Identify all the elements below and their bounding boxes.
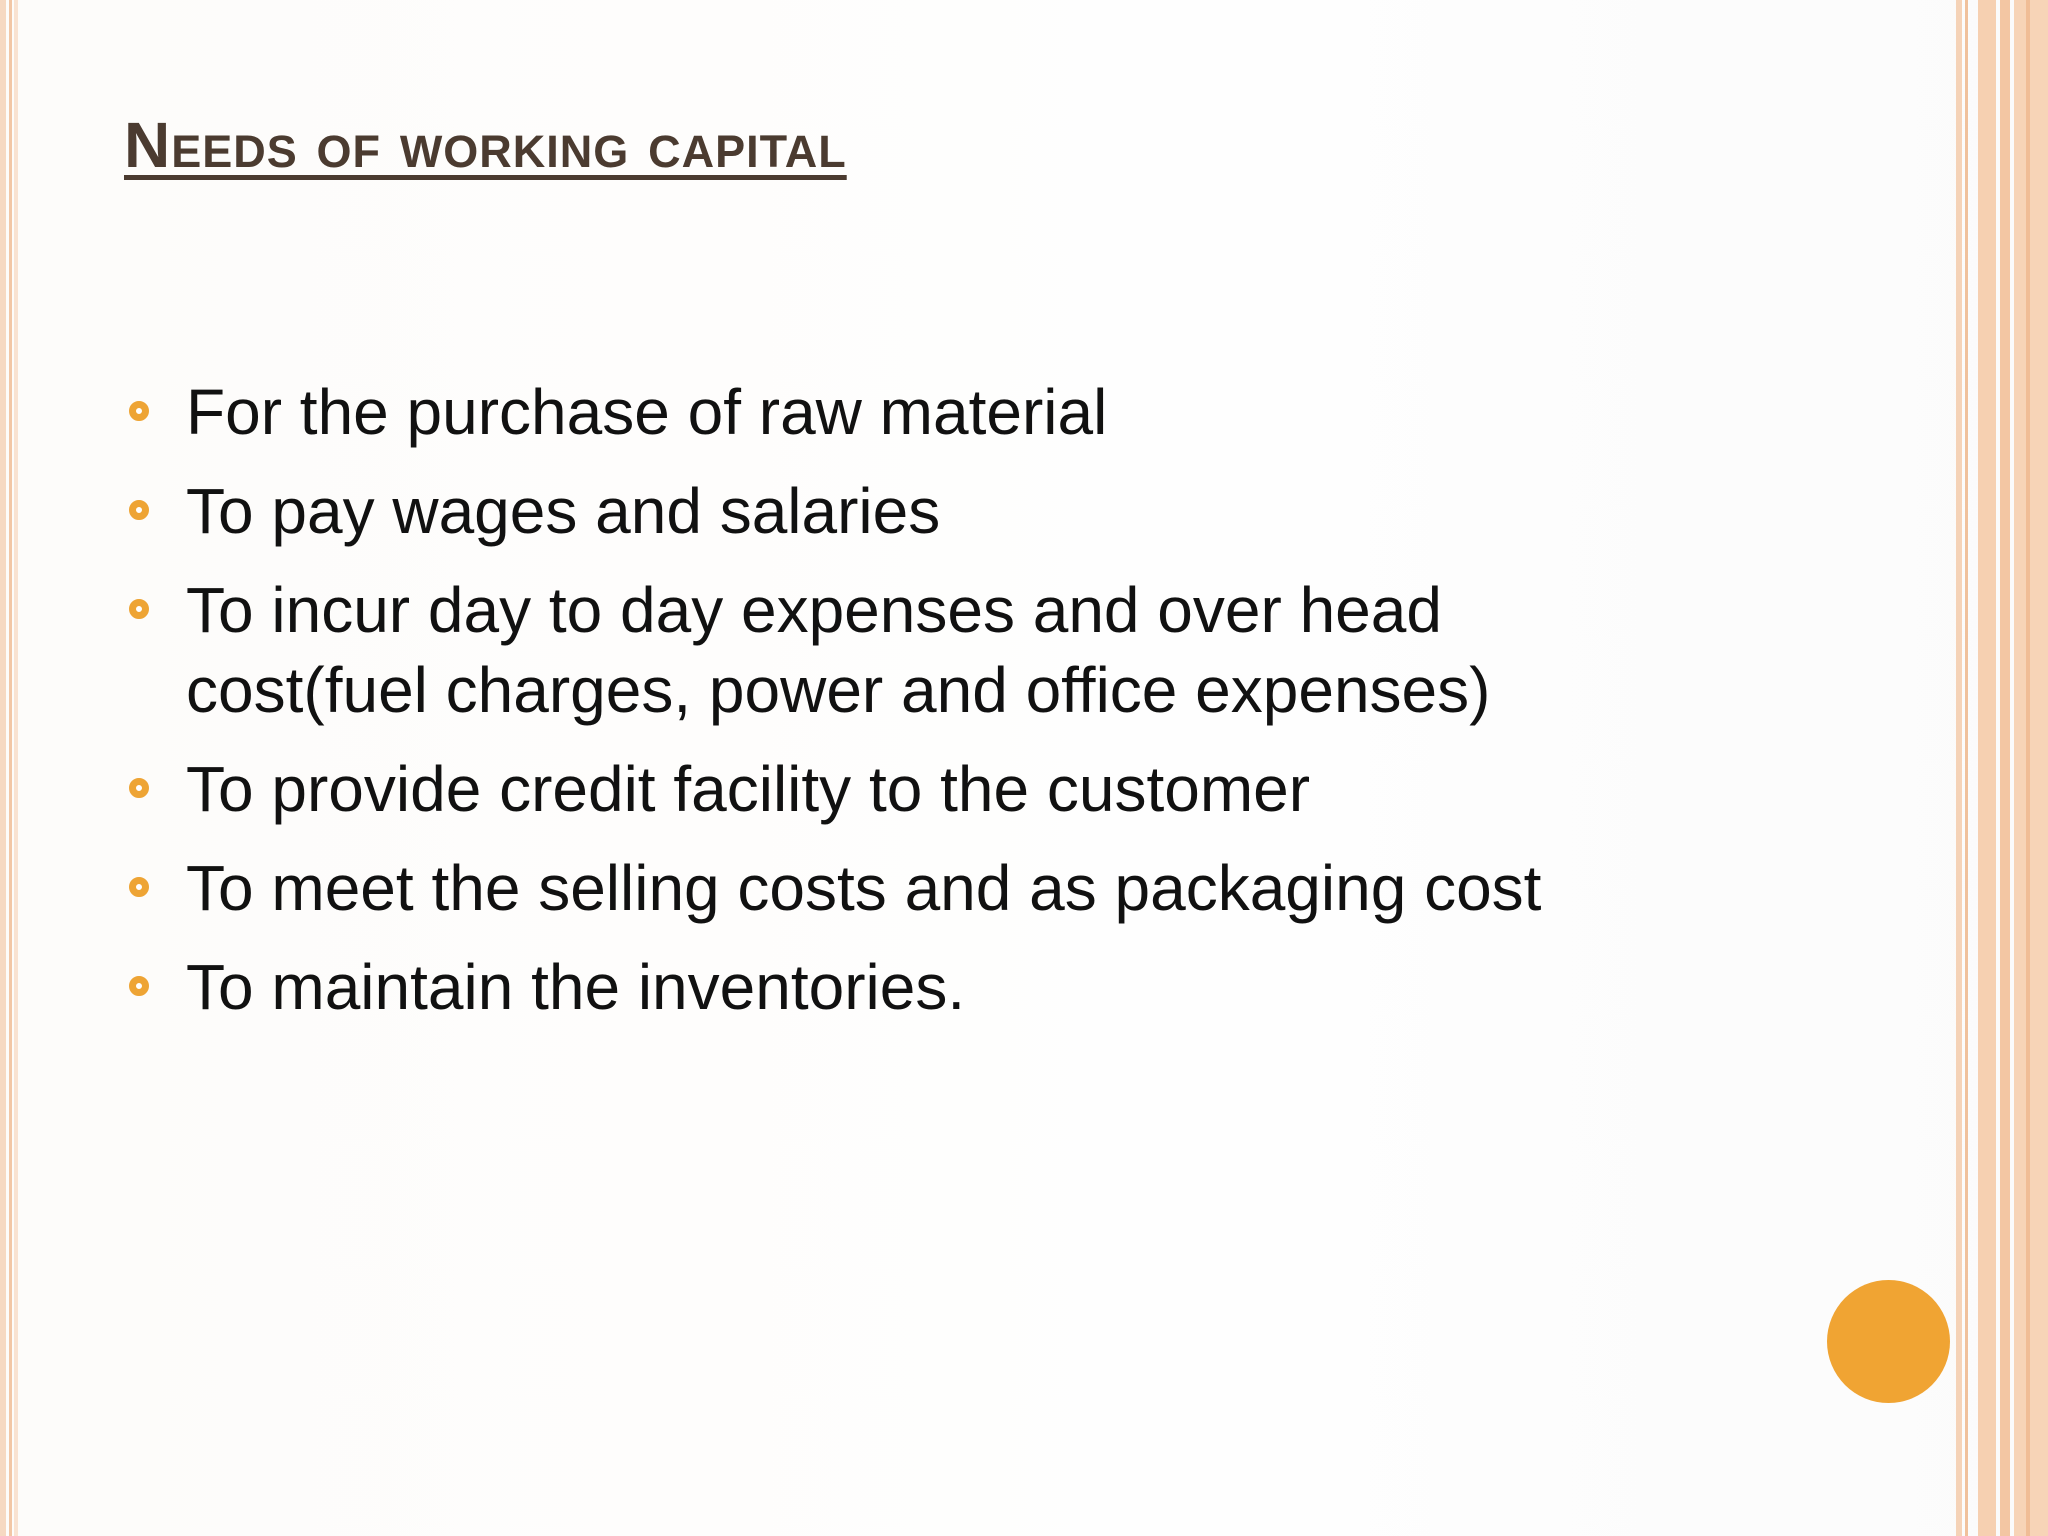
bullet-list	[124, 372, 1684, 1046]
left-border-stripe	[14, 0, 18, 1536]
bullet-text: To maintain the inventories.	[186, 951, 966, 1023]
right-border-stripe	[1956, 0, 1962, 1536]
right-border-stripe	[1978, 0, 1996, 1536]
bullet-text: To incur day to day expenses and over head cost(fuel charges, power and office expenses)	[186, 574, 1491, 726]
list-item	[124, 372, 1684, 452]
list-item	[124, 947, 1684, 1027]
bullet-text: To meet the selling costs and as packaging cost	[186, 852, 1542, 924]
orange-circle-decoration	[1827, 1280, 1950, 1403]
bullet-text: To provide credit facility to the customer	[186, 753, 1311, 825]
slide-title: Needs of working capital	[124, 109, 847, 181]
list-item	[124, 848, 1684, 928]
bullet-icon	[129, 976, 149, 996]
bullet-icon	[129, 599, 149, 619]
left-border-stripe	[0, 0, 6, 1536]
bullet-icon	[129, 401, 149, 421]
bullet-icon	[129, 778, 149, 798]
bullet-icon	[129, 877, 149, 897]
right-border-stripe	[2026, 0, 2030, 1536]
bullet-text: To pay wages and salaries	[186, 475, 941, 547]
right-border-stripe	[2014, 0, 2048, 1536]
bullet-text: For the purchase of raw material	[186, 376, 1108, 448]
bullet-icon	[129, 500, 149, 520]
list-item	[124, 471, 1684, 551]
right-border-stripe	[1965, 0, 1968, 1536]
list-item	[124, 570, 1684, 730]
right-border-stripe	[2000, 0, 2010, 1536]
left-border-stripe	[9, 0, 12, 1536]
list-item	[124, 749, 1684, 829]
